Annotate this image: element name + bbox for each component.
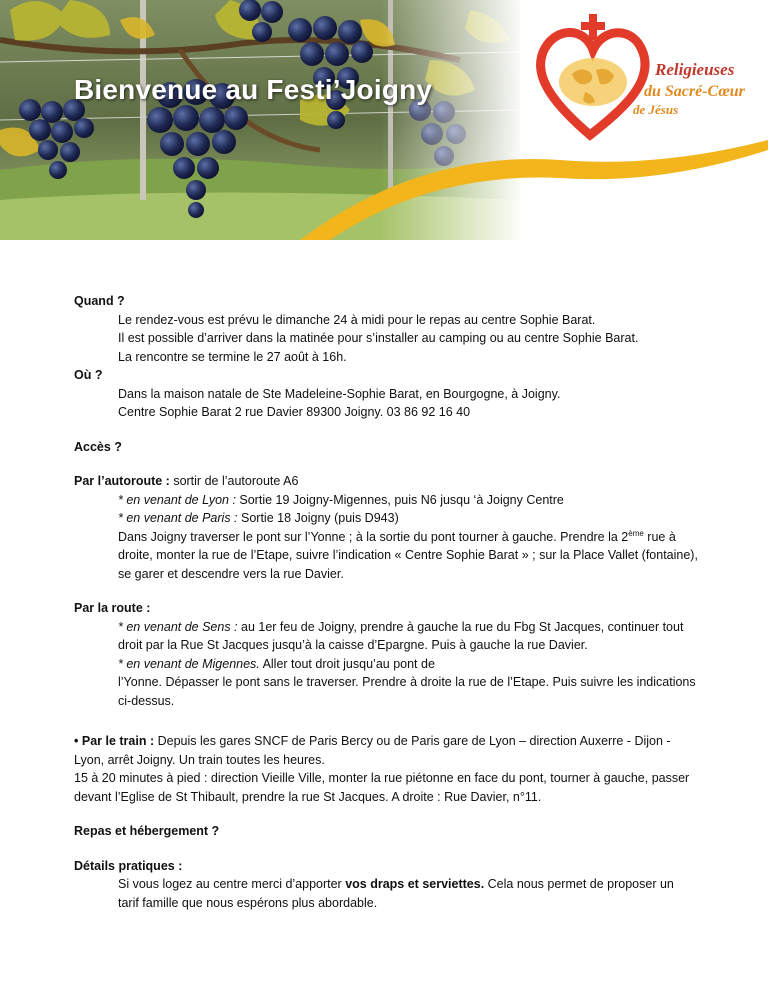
autoroute-directions-b: rue à droite, monter la rue de l’Etape, suivre l’indication « Centre Sophie Barat » ; sur la Place Vallet (fontaine), se garer et descendre vers la rue Davier. [118, 529, 698, 581]
autoroute-lyon [74, 491, 698, 510]
acces-heading: Accès ? [74, 439, 122, 454]
header-banner [0, 0, 768, 240]
autoroute-intro-text: sortir de l’autoroute A6 [169, 474, 299, 488]
details-text-bold: vos draps et serviettes. [345, 877, 485, 891]
ou-line-2: Centre Sophie Barat 2 rue Davier 89300 Joigny. 03 86 92 16 40 [118, 405, 471, 419]
details-text-a: Si vous logez au centre merci d’apporter [118, 877, 346, 891]
train-walk: 15 à 20 minutes à pied : direction Vieille Ville, monter la rue piétonne en face du pont, tourner à gauche, passer devant l’Eglise de St Thibault, prendre la rue St Jacques. A droite : Rue Davier, n°11. [74, 771, 690, 804]
page-title: Bienvenue au Festi’Joigny [74, 74, 433, 105]
autoroute-paris [74, 509, 698, 528]
quand-line-1: Le rendez-vous est prévu le dimanche 24 à midi pour le repas au centre Sophie Barat. [118, 312, 596, 327]
logo-text-line-2: du Sacré-Cœur [644, 83, 745, 100]
train-label: Par le train : [78, 734, 155, 748]
logo-text-line-1: Religieuses [655, 60, 735, 79]
details-heading: Détails pratiques : [74, 858, 183, 873]
ou-heading: Où ? [74, 368, 103, 382]
autoroute-label: Par l’autoroute : [74, 474, 170, 488]
quand-line-2: Il est possible d’arriver dans la matinée pour s’installer au camping ou au centre Sophie Barat. [118, 331, 639, 345]
route-sens-text: au 1er feu de Joigny, prendre à gauche la rue du Fbg St Jacques, continuer tout droit par la Rue St Jacques jusqu’à la caisse d’Epargne. Puis à gauche la rue Davier. [118, 619, 684, 652]
train-text: Depuis les gares SNCF de Paris Bercy ou de Paris gare de Lyon – direction Auxerre - Dijon - Lyon, arrêt Joigny. Un train toutes les heures. [74, 734, 671, 767]
autoroute-directions-sup: ème [628, 528, 644, 538]
autoroute-directions-a: Dans Joigny traverser le pont sur l’Yonne ; à la sortie du pont tourner à gauche. Prendre la 2 [118, 529, 629, 544]
autoroute-intro [74, 472, 698, 491]
quand-heading: Quand ? [74, 294, 125, 308]
train-bullet: • [74, 734, 79, 748]
vineyard-photo [0, 0, 768, 240]
route-sens [74, 618, 698, 655]
details-text-b: Cela nous permet de proposer un tarif famille que nous espérons plus abordable. [118, 877, 674, 910]
route-migennes [74, 655, 698, 674]
repas-heading: Repas et hébergement ? [74, 824, 220, 838]
autoroute-lyon-text: Sortie 19 Joigny-Migennes, puis N6 jusqu ‘à Joigny Centre [235, 492, 564, 507]
autoroute-paris-label: * en venant de Paris : [118, 511, 238, 525]
route-sens-label: * en venant de Sens : [118, 619, 238, 634]
quand-line-3: La rencontre se termine le 27 août à 16h. [118, 349, 347, 364]
autoroute-lyon-label: * en venant de Lyon : [118, 492, 236, 507]
details-text [74, 875, 698, 912]
route-migennes-text: Aller tout droit jusqu’au pont de [259, 656, 435, 671]
logo-text-line-3: de Jésus [633, 102, 679, 117]
train-paragraph [74, 732, 698, 769]
route-migennes-2: l’Yonne. Dépasser le pont sans le traverser. Prendre à droite la rue de l’Etape. Puis suivre les indications ci-dessus. [118, 675, 696, 708]
route-label: Par la route : [74, 601, 151, 615]
autoroute-directions [74, 528, 698, 584]
ou-line-1: Dans la maison natale de Ste Madeleine-Sophie Barat, en Bourgogne, à Joigny. [118, 386, 561, 401]
document-body [74, 292, 698, 912]
autoroute-paris-text: Sortie 18 Joigny (puis D943) [237, 511, 399, 525]
route-migennes-label: * en venant de Migennes. [118, 656, 260, 671]
